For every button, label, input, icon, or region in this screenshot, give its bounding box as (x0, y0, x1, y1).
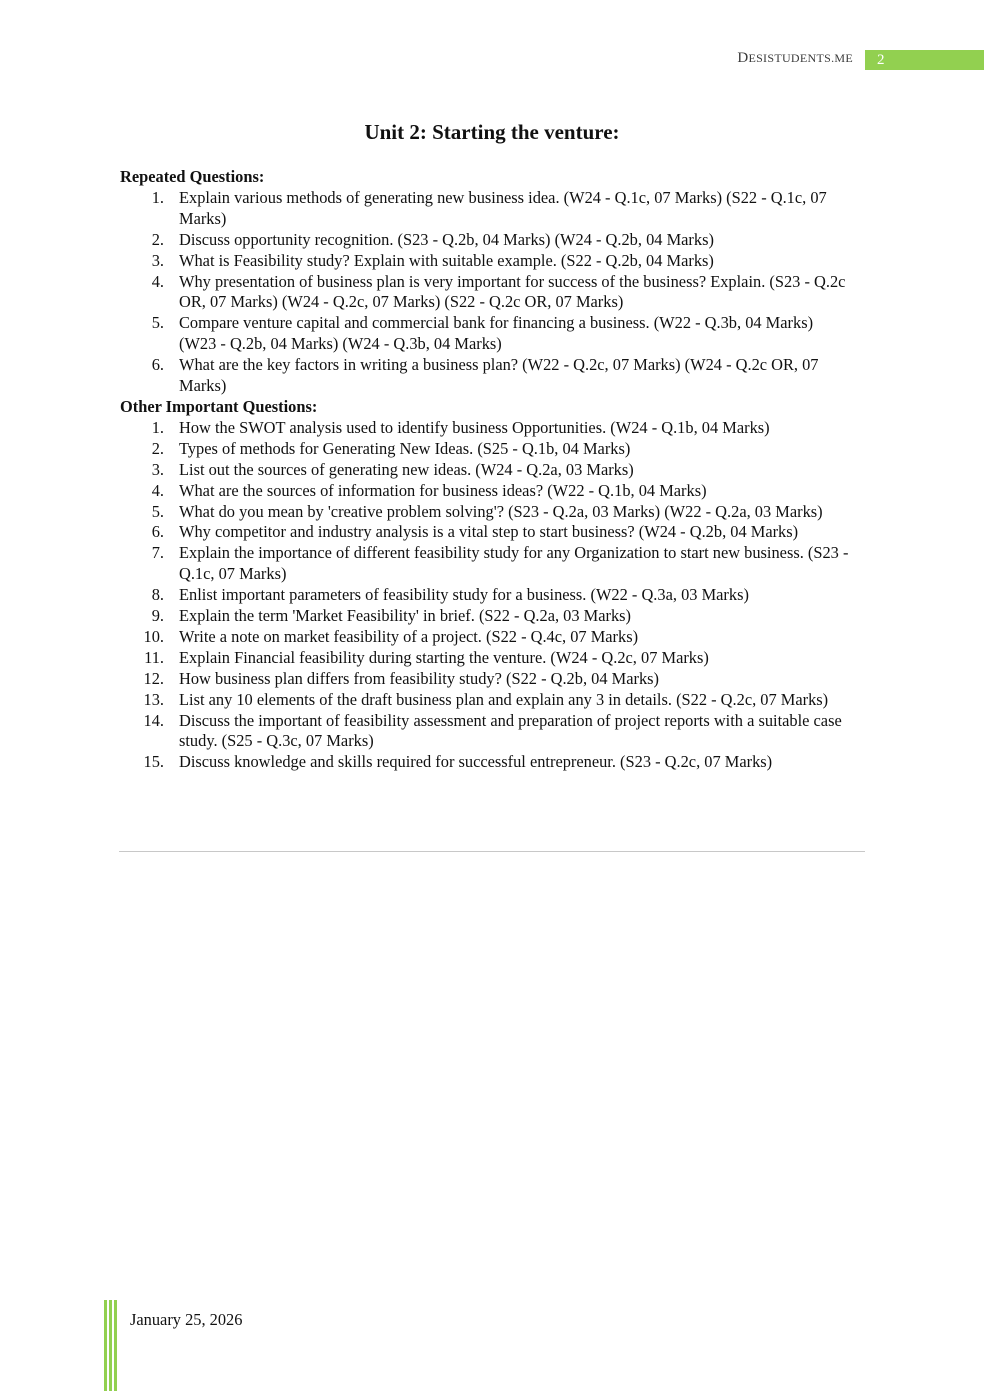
question-text: Why competitor and industry analysis is a vital step to start business? (W24 - Q.2b, 04 Marks) (179, 522, 799, 542)
repeated-questions-list (120, 188, 850, 397)
question-item (120, 690, 850, 711)
question-number: 7. (151, 543, 164, 563)
question-text: What is Feasibility study? Explain with suitable example. (S22 - Q.2b, 04 Marks) (179, 250, 714, 270)
question-number: 1. (151, 417, 164, 437)
question-number: 9. (151, 606, 164, 626)
question-number: 5. (151, 313, 164, 333)
question-text: Explain various methods of generating new business idea. (W24 - Q.1c, 07 Marks) (S22 - Q.1c, 07 Marks) (179, 187, 827, 228)
other-questions-list (120, 418, 850, 773)
question-number: 13. (143, 689, 164, 709)
question-number: 11. (144, 647, 164, 667)
page-number-badge: 2 (865, 50, 984, 70)
question-text: Enlist important parameters of feasibility study for a business. (W22 - Q.3a, 03 Marks) (179, 585, 749, 605)
question-number: 4. (151, 480, 164, 500)
question-item (120, 627, 850, 648)
question-item (120, 251, 850, 272)
document-body (120, 167, 850, 773)
question-item (120, 439, 850, 460)
question-item (120, 355, 850, 397)
question-number: 12. (143, 668, 164, 688)
question-number: 3. (151, 459, 164, 479)
question-item (120, 188, 850, 230)
question-item (120, 752, 850, 773)
content-divider (119, 851, 865, 852)
footer-accent-bars (104, 1300, 118, 1391)
footer-bar (104, 1300, 107, 1391)
footer-bar (114, 1300, 117, 1391)
question-item (120, 272, 850, 314)
question-item (120, 460, 850, 481)
question-text: Explain Financial feasibility during starting the venture. (W24 - Q.2c, 07 Marks) (179, 647, 709, 667)
footer-date: January 25, 2026 (130, 1310, 243, 1329)
footer-bar (109, 1300, 112, 1391)
question-text: Explain the importance of different feasibility study for any Organization to start new business. (S23 - Q.1c, 07 Marks) (179, 543, 849, 584)
question-number: 6. (151, 355, 164, 375)
question-text: What do you mean by 'creative problem solving'? (S23 - Q.2a, 03 Marks) (W22 - Q.2a, 03 Marks) (179, 501, 823, 521)
question-text: Discuss knowledge and skills required for successful entrepreneur. (S23 - Q.2c, 07 Marks) (179, 752, 773, 772)
question-item (120, 606, 850, 627)
question-item (120, 711, 850, 753)
site-name-initial: D (737, 50, 749, 66)
question-text: What are the key factors in writing a business plan? (W22 - Q.2c, 07 Marks) (W24 - Q.2c OR, 07 Marks) (179, 355, 819, 396)
question-text: Explain the term 'Market Feasibility' in brief. (S22 - Q.2a, 03 Marks) (179, 606, 631, 626)
page-title: Unit 2: Starting the venture: (364, 120, 620, 144)
question-item (120, 543, 850, 585)
question-number: 14. (143, 710, 164, 730)
question-text: Discuss the important of feasibility assessment and preparation of project reports with a suitable case study. (S25 - Q.3c, 07 Marks) (179, 710, 842, 751)
question-item (120, 313, 850, 355)
question-number: 15. (143, 752, 164, 772)
question-text: Write a note on market feasibility of a project. (S22 - Q.4c, 07 Marks) (179, 626, 639, 646)
header-site-name (737, 50, 853, 67)
question-number: 1. (151, 187, 164, 207)
question-text: Why presentation of business plan is very important for success of the business? Explain. (S23 - Q.2c OR, 07 Marks) (W24 - Q.2c, 07 Marks) (S22 - Q.2c OR, 07 Marks) (179, 271, 846, 312)
question-item (120, 669, 850, 690)
question-number: 2. (151, 229, 164, 249)
site-name-rest: ESISTUDENTS.ME (748, 51, 853, 65)
question-number: 10. (143, 626, 164, 646)
question-text: Types of methods for Generating New Ideas. (S25 - Q.1b, 04 Marks) (179, 438, 631, 458)
question-text: What are the sources of information for business ideas? (W22 - Q.1b, 04 Marks) (179, 480, 707, 500)
question-text: Discuss opportunity recognition. (S23 - Q.2b, 04 Marks) (W24 - Q.2b, 04 Marks) (179, 229, 714, 249)
question-text: Compare venture capital and commercial bank for financing a business. (W22 - Q.3b, 04 Marks) (W23 - Q.2b, 04 Marks) (W24 - Q.3b, 04 Marks) (179, 313, 814, 354)
question-number: 3. (151, 250, 164, 270)
question-number: 6. (151, 522, 164, 542)
question-number: 5. (151, 501, 164, 521)
question-text: List out the sources of generating new ideas. (W24 - Q.2a, 03 Marks) (179, 459, 634, 479)
repeated-questions-heading: Repeated Questions: (120, 167, 265, 186)
question-item (120, 522, 850, 543)
other-questions-heading: Other Important Questions: (120, 396, 318, 416)
question-text: List any 10 elements of the draft business plan and explain any 3 in details. (S22 - Q.2c, 07 Marks) (179, 689, 829, 709)
question-item (120, 418, 850, 439)
question-item (120, 648, 850, 669)
question-text: How business plan differs from feasibility study? (S22 - Q.2b, 04 Marks) (179, 668, 659, 688)
question-number: 2. (151, 438, 164, 458)
question-number: 4. (151, 271, 164, 291)
question-number: 8. (151, 585, 164, 605)
question-item (120, 585, 850, 606)
question-item (120, 481, 850, 502)
question-text: How the SWOT analysis used to identify business Opportunities. (W24 - Q.1b, 04 Marks) (179, 417, 770, 437)
question-item (120, 502, 850, 523)
question-item (120, 230, 850, 251)
